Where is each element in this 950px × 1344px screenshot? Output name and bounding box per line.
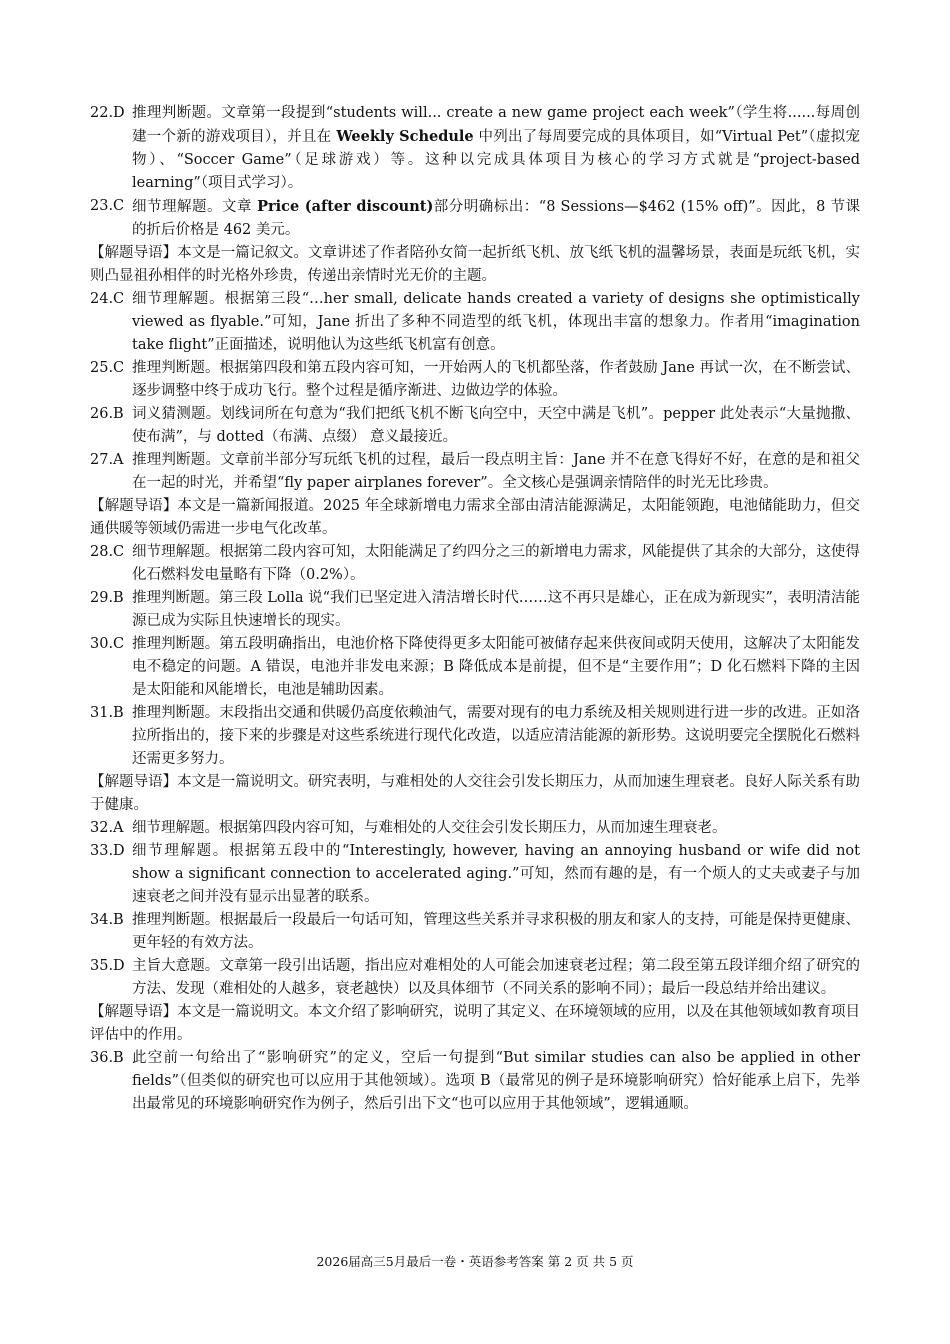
passage-intro [90,495,860,541]
text-run: 推理判断题。第三段 Lolla 说“我们已坚定进入清洁增长时代……这不再只是雄心，正在成为新现实”，表明清洁能源已成为实际且快速增长的现实。 [132,590,860,629]
answer-explanation [132,288,860,357]
answer-number: 24.C [90,291,125,307]
text-run: 推理判断题。文章前半部分写玩纸飞机的过程，最后一段点明主旨：Jane 并不在意飞得好不好，在意的是和祖父在一起的时光，并希望“fly paper airplanes forever”。全文核心是强调亲情陪伴的时光无比珍贵。 [132,452,860,491]
text-run: 主旨大意题。文章第一段引出话题，指出应对难相处的人可能会加速衰老过程；第二段至第五段详细介绍了研究的方法、发现（难相处的人越多，衰老越快）以及具体细节（不同关系的影响不同）；最后一段总结并给出建议。 [132,958,860,997]
answer-explanation [132,702,860,771]
answer-explanation [132,449,860,495]
text-run: 此空前一句给出了“影响研究”的定义，空后一句提到“But similar studies can also be applied in other fields”（但类似的研究也可以应用于其他领域）。选项 B（最常见的例子是环境影响研究）恰好能承上启下，先举出最常见的环境影响研究作为例子，然后引出下文“也可以应用于其他领域”，逻辑通顺。 [132,1050,860,1112]
bold-term: Price (after discount) [257,198,434,215]
answer-item [90,840,860,909]
answer-explanation [132,403,860,449]
text-run: 【解题导语】本文是一篇说明文。研究表明，与难相处的人交往会引发长期压力，从而加速生理衰老。良好人际关系有助于健康。 [90,774,860,813]
text-run: 部分明确标出：“8 Sessions—$462 (15% off)”。因此，8 节课的折后价格是 462 美元。 [132,199,861,238]
answer-item [90,955,860,1001]
answer-explanation [132,102,860,195]
answer-explanation [132,587,860,633]
bold-term: Weekly Schedule [336,128,474,145]
text-run: 推理判断题。文章第一段提到“students will... create a new game project each week”（学生将......每周创建一个新的游戏项目），并且在 [132,105,860,145]
answer-item [90,909,860,955]
answer-number: 32.A [90,820,124,836]
answer-explanation [132,817,860,840]
text-run: 推理判断题。根据第四段和第五段内容可知，一开始两人的飞机都坠落，作者鼓励 Jane 再试一次，在不断尝试、逐步调整中终于成功飞行。整个过程是循序渐进、边做边学的体验。 [132,360,860,399]
text-run: 细节理解题。根据第三段“…her small, delicate hands created a variety of designs she optimistically viewed as flyable.”可知，Jane 折出了多种不同造型的纸飞机，体现出丰富的想象力。作者用“imagination take flight”正面描述，说明他认为这些纸飞机富有创意。 [132,291,860,353]
text-run: 细节理解题。根据第五段中的“Interestingly, however, having an annoying husband or wife did not show a significant connection to accelerated aging.”可知，然而有趣的是，有一个烦人的丈夫或妻子与加速衰老之间并没有显示出显著的联系。 [132,843,860,905]
text-run: 【解题导语】本文是一篇记叙文。文章讲述了作者陪孙女简一起折纸飞机、放飞纸飞机的温馨场景，表面是玩纸飞机，实则凸显祖孙相伴的时光格外珍贵，传递出亲情时光无价的主题。 [90,245,860,284]
text-run: 词义猜测题。划线词所在句意为“我们把纸飞机不断飞向空中，天空中满是飞机”。pepper 此处表示“大量抛撒、使布满”，与 dotted（布满、点缀） 意义最接近。 [132,406,860,445]
answer-number: 31.B [90,705,124,721]
answer-explanation [132,541,860,587]
answer-number: 29.B [90,590,124,606]
answer-explanation [132,357,860,403]
answer-explanation [132,840,860,909]
answer-item [90,357,860,403]
answer-item [90,288,860,357]
text-run: 中列出了每周要完成的具体项目，如“Virtual Pet”（虚拟宠物）、“Soccer Game”（足球游戏）等。这种以完成具体项目为核心的学习方式就是“project-based learning”（项目式学习）。 [132,129,860,191]
answer-item [90,102,860,195]
text-run: 细节理解题。根据第二段内容可知，太阳能满足了约四分之三的新增电力需求，风能提供了其余的大部分，这使得化石燃料发电量略有下降（0.2%）。 [132,544,860,583]
answer-number: 26.B [90,406,124,422]
answer-explanation [132,195,860,242]
answer-item [90,449,860,495]
answer-item [90,817,860,840]
page-footer: 2026届高三5月最后一卷・英语参考答案 第 2 页 共 5 页 [316,1254,634,1269]
answer-number: 35.D [90,958,125,974]
passage-intro [90,1001,860,1047]
answer-number: 28.C [90,544,125,560]
text-run: 细节理解题。文章 [132,199,258,215]
answer-number: 27.A [90,452,124,468]
text-run: 【解题导语】本文是一篇说明文。本文介绍了影响研究，说明了其定义、在环境领域的应用，以及在其他领域如教育项目评估中的作用。 [90,1004,860,1043]
answer-explanation [132,955,860,1001]
passage-intro [90,771,860,817]
answer-number: 23.C [90,198,125,214]
text-run: 推理判断题。根据最后一段最后一句话可知，管理这些关系并寻求积极的朋友和家人的支持，可能是保持更健康、更年轻的有效方法。 [132,912,860,951]
answer-number: 36.B [90,1050,124,1066]
answer-explanation [132,1047,860,1116]
answer-number: 25.C [90,360,125,376]
text-run: 细节理解题。根据第四段内容可知，与难相处的人交往会引发长期压力，从而加速生理衰老。 [132,820,727,836]
text-run: 【解题导语】本文是一篇新闻报道。2025 年全球新增电力需求全部由清洁能源满足，太阳能领跑，电池储能助力，但交通供暖等领域仍需进一步电气化改革。 [90,498,860,537]
answer-item [90,702,860,771]
answer-item [90,1047,860,1116]
answer-explanation [132,633,860,702]
answer-item [90,403,860,449]
answer-number: 33.D [90,843,125,859]
answer-item [90,587,860,633]
answer-document [90,102,860,1116]
text-run: 推理判断题。第五段明确指出，电池价格下降使得更多太阳能可被储存起来供夜间或阴天使用，这解决了太阳能发电不稳定的问题。A 错误，电池并非发电来源；B 降低成本是前提，但不是“主要作用”；D 化石燃料下降的主因是太阳能和风能增长，电池是辅助因素。 [132,636,860,698]
answer-number: 22.D [90,105,125,121]
passage-intro [90,242,860,288]
answer-number: 30.C [90,636,125,652]
text-run: 推理判断题。末段指出交通和供暖仍高度依赖油气，需要对现有的电力系统及相关规则进行进一步的改进。正如洛拉所指出的，接下来的步骤是对这些系统进行现代化改造，以适应清洁能源的新形势。这说明要完全摆脱化石燃料还需更多努力。 [132,705,860,767]
answer-item [90,541,860,587]
answer-item [90,633,860,702]
answer-item [90,195,860,242]
answer-explanation [132,909,860,955]
answer-number: 34.B [90,912,124,928]
